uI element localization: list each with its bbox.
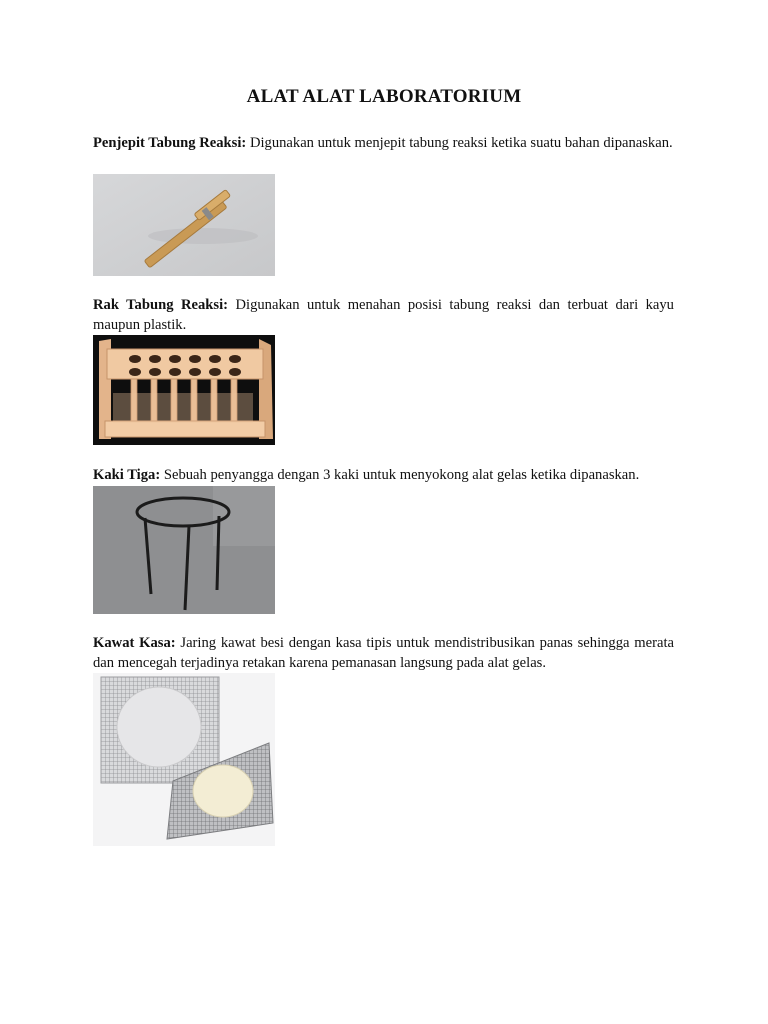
item-rak-tabung-reaksi (93, 296, 674, 335)
item-term: Rak Tabung Reaksi: (93, 297, 228, 313)
item-penjepit-tabung-reaksi (93, 134, 674, 154)
item-description: Sebuah penyangga dengan 3 kaki untuk menyokong alat gelas ketika dipanaskan. (163, 467, 640, 483)
item-description: Digunakan untuk menjepit tabung reaksi ketika suatu bahan dipanaskan. (249, 135, 673, 151)
test-tube-clamp-photo (93, 174, 275, 276)
item-description: Jaring kawat besi dengan kasa tipis untuk mendistribusikan panas sehingga merata dan mencegah terjadinya retakan karena pemanasan langsung pada alat gelas. (93, 635, 674, 671)
item-kawat-kasa (93, 634, 674, 673)
item-term: Kaki Tiga: (93, 467, 161, 483)
item-term: Penjepit Tabung Reaksi: (93, 135, 247, 151)
item-kaki-tiga (93, 466, 674, 486)
item-description: Digunakan untuk menahan posisi tabung reaksi dan terbuat dari kayu maupun plastik. (93, 297, 674, 333)
wire-gauze-photo (93, 673, 275, 846)
page-title: ALAT ALAT LABORATORIUM (246, 86, 522, 107)
item-term: Kawat Kasa: (93, 635, 176, 651)
test-tube-rack-photo (93, 335, 275, 445)
tripod-stand-photo (93, 486, 275, 614)
